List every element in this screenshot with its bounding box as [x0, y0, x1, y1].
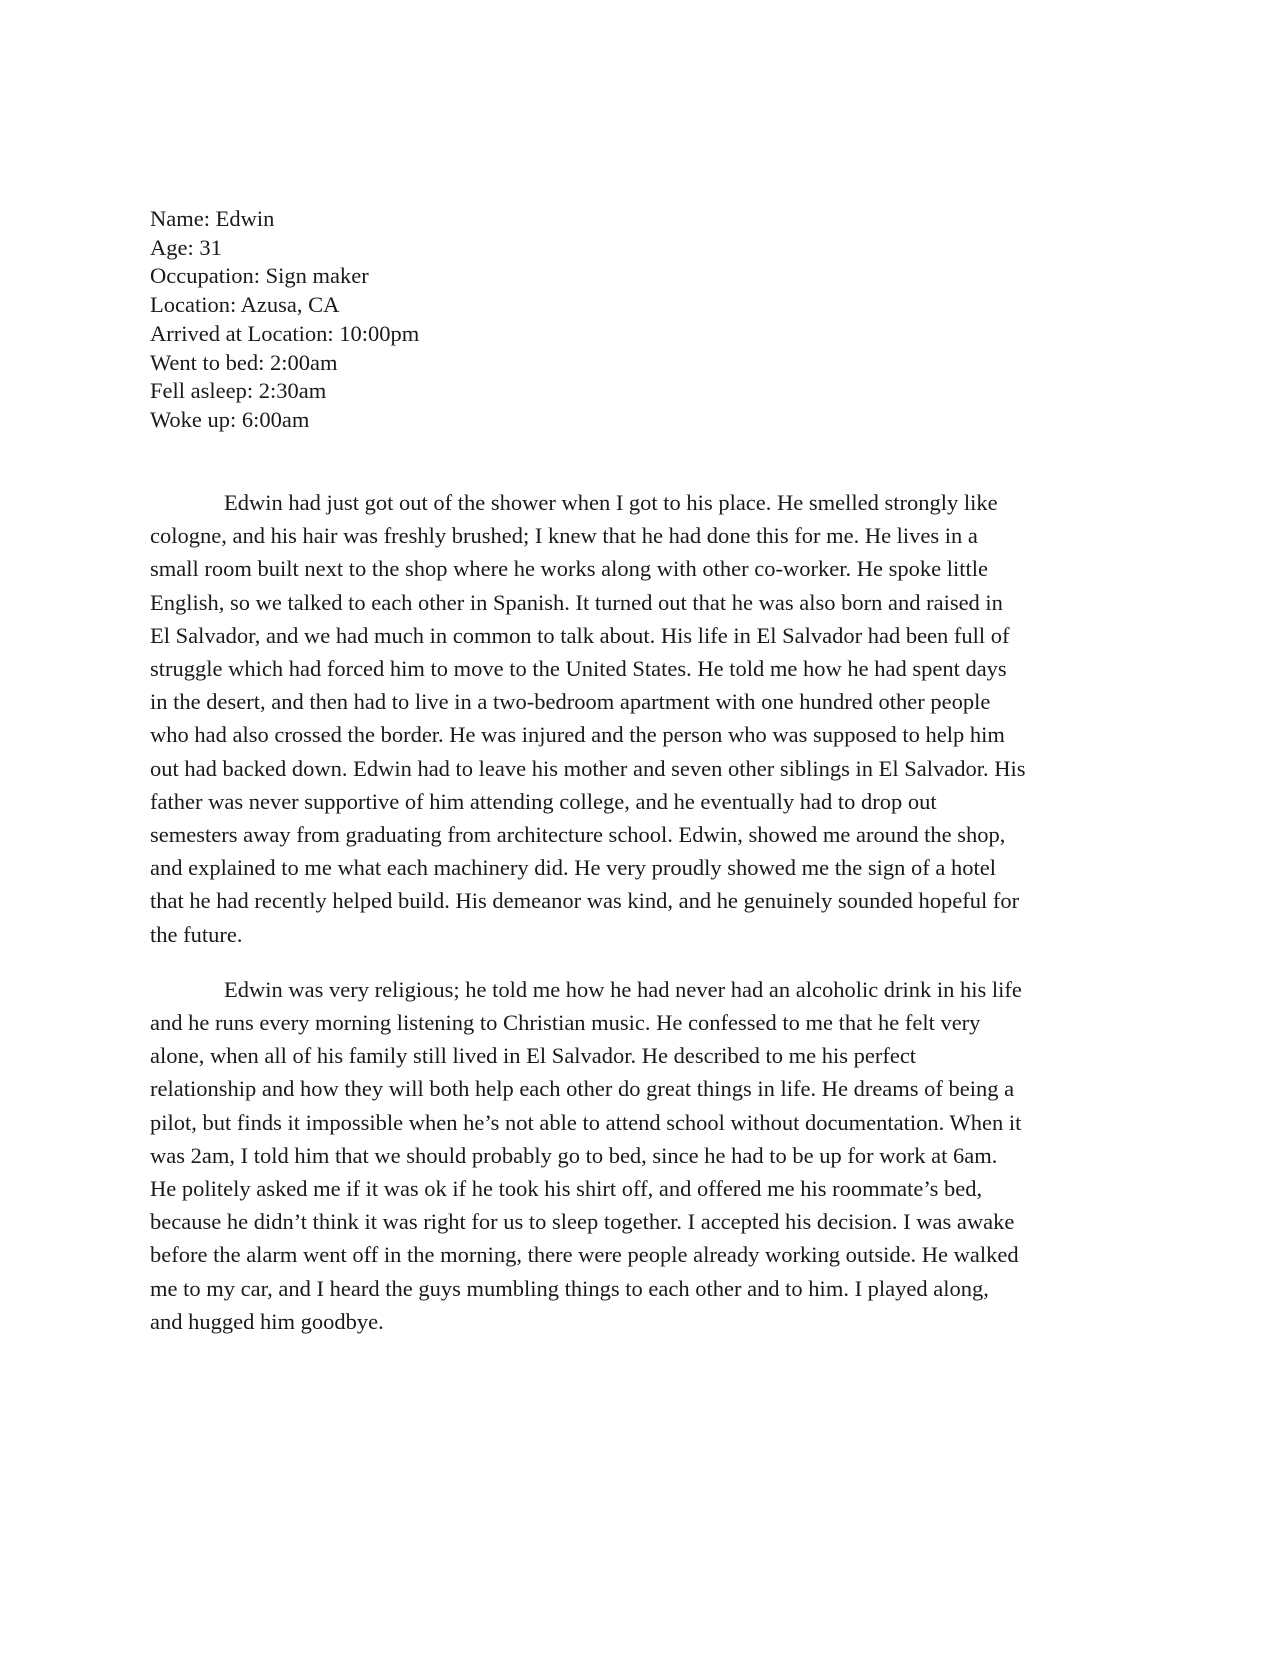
text-line: Edwin had just got out of the shower when I got to his place. He smelled strongly like [224, 490, 998, 515]
text-line: and hugged him goodbye. [150, 1308, 384, 1334]
text-line: small room built next to the shop where he works along with other co-worker. He spoke little [150, 556, 988, 582]
location-line: Location: Azusa, CA [150, 292, 340, 318]
paragraph-1 [150, 486, 1130, 951]
text-line: because he didn’t think it was right for us to sleep together. I accepted his decision. I was awake [150, 1209, 1015, 1235]
text-line: that he had recently helped build. His demeanor was kind, and he genuinely sounded hopeful for [150, 888, 1020, 914]
text-line: pilot, but finds it impossible when he’s not able to attend school without documentation. When it [150, 1109, 1022, 1135]
went-to-bed-line: Went to bed: 2:00am [150, 349, 338, 375]
text-line: was 2am, I told him that we should probably go to bed, since he had to be up for work at 6am. [150, 1142, 998, 1168]
fell-asleep-line: Fell asleep: 2:30am [150, 378, 327, 404]
paragraph-2 [150, 973, 1130, 1338]
age-line: Age: 31 [150, 234, 222, 260]
text-line: and explained to me what each machinery did. He very proudly showed me the sign of a hotel [150, 855, 996, 881]
text-line: semesters away from graduating from architecture school. Edwin, showed me around the shop, [150, 822, 1006, 848]
text-line: He politely asked me if it was ok if he took his shirt off, and offered me his roommate’s bed, [150, 1176, 983, 1202]
text-line: me to my car, and I heard the guys mumbling things to each other and to him. I played along, [150, 1275, 989, 1301]
occupation-line: Occupation: Sign maker [150, 263, 369, 289]
text-line: who had also crossed the border. He was injured and the person who was supposed to help him [150, 722, 1005, 748]
name-line: Name: Edwin [150, 206, 275, 231]
text-line: English, so we talked to each other in Spanish. It turned out that he was also born and raised in [150, 589, 1003, 615]
text-line: out had backed down. Edwin had to leave his mother and seven other siblings in El Salvador. His [150, 755, 1026, 781]
text-line: cologne, and his hair was freshly brushed; I knew that he had done this for me. He lives in a [150, 523, 978, 549]
text-line: struggle which had forced him to move to the United States. He told me how he had spent days [150, 656, 1007, 682]
text-line: and he runs every morning listening to Christian music. He confessed to me that he felt very [150, 1010, 981, 1036]
text-line: alone, when all of his family still lived in El Salvador. He described to me his perfect [150, 1043, 917, 1069]
text-line: before the alarm went off in the morning, there were people already working outside. He walked [150, 1242, 1019, 1268]
woke-up-line: Woke up: 6:00am [150, 406, 310, 432]
narrative-body [150, 486, 1130, 1338]
text-line: in the desert, and then had to live in a two-bedroom apartment with one hundred other people [150, 689, 991, 715]
text-line: the future. [150, 921, 243, 947]
interview-details [150, 205, 750, 435]
text-line: relationship and how they will both help each other do great things in life. He dreams of being a [150, 1076, 1015, 1102]
text-line: Edwin was very religious; he told me how he had never had an alcoholic drink in his life [224, 976, 1022, 1002]
text-line: El Salvador, and we had much in common to talk about. His life in El Salvador had been full of [150, 622, 1010, 648]
text-line: father was never supportive of him attending college, and he eventually had to drop out [150, 788, 937, 814]
arrived-line: Arrived at Location: 10:00pm [150, 320, 420, 346]
paragraph-gap [150, 951, 1130, 973]
